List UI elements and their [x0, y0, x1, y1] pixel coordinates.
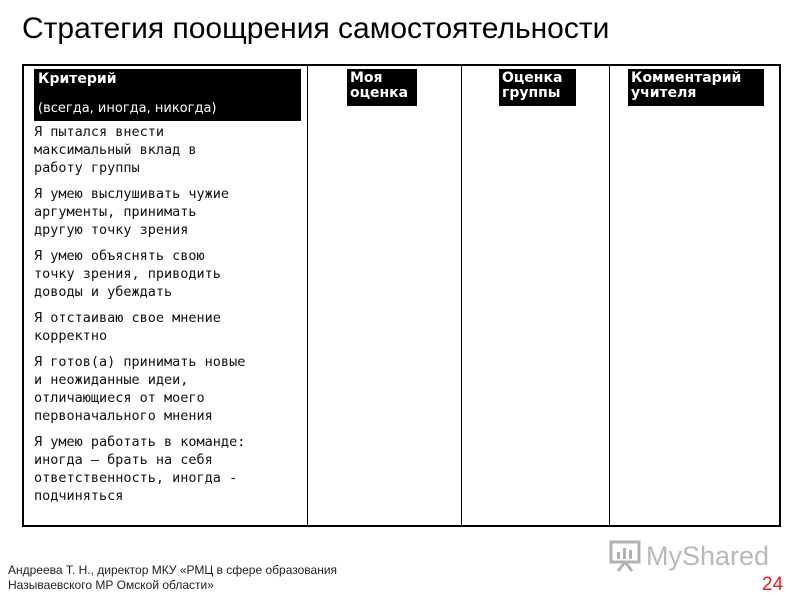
header-criterion — [34, 69, 301, 121]
criterion-item: Я пытался внести максимальный вклад в работу группы — [34, 124, 197, 176]
header-criterion-hint: (всегда, иногда, никогда) — [38, 101, 217, 116]
author-credit: Андреева Т. Н., директор МКУ «РМЦ в сфере образования Называевского МР Омской области» — [8, 563, 338, 592]
criterion-item: Я отстаиваю свое мнение корректно — [34, 310, 221, 344]
assessment-table — [22, 64, 781, 527]
criteria-list — [34, 123, 304, 513]
page-number: 24 — [762, 574, 784, 595]
criterion-item: Я умею работать в команде: иногда – брать на себя ответственность, иногда - подчиняться — [34, 434, 246, 504]
header-group-score: Оценка группы — [499, 69, 576, 106]
criterion-item: Я умею объяснять свою точку зрения, приводить доводы и убеждать — [34, 248, 221, 300]
logo-text: MyShared — [646, 540, 770, 571]
criterion-item: Я готов(а) принимать новые и неожиданные идеи, отличающиеся от моего первоначального мнения — [34, 354, 246, 424]
header-my-score: Моя оценка — [347, 69, 417, 106]
presentation-board-icon — [608, 539, 642, 573]
column-divider — [609, 66, 610, 525]
myshared-logo[interactable] — [608, 538, 769, 574]
column-divider — [307, 66, 308, 525]
column-divider — [461, 66, 462, 525]
slide-title: Стратегия поощрения самостоятельности — [22, 12, 610, 45]
header-teacher-comment: Комментарий учителя — [628, 69, 764, 106]
criterion-item: Я умею выслушивать чужие аргументы, принимать другую точку зрения — [34, 186, 230, 238]
header-criterion-label: Критерий — [38, 71, 117, 87]
